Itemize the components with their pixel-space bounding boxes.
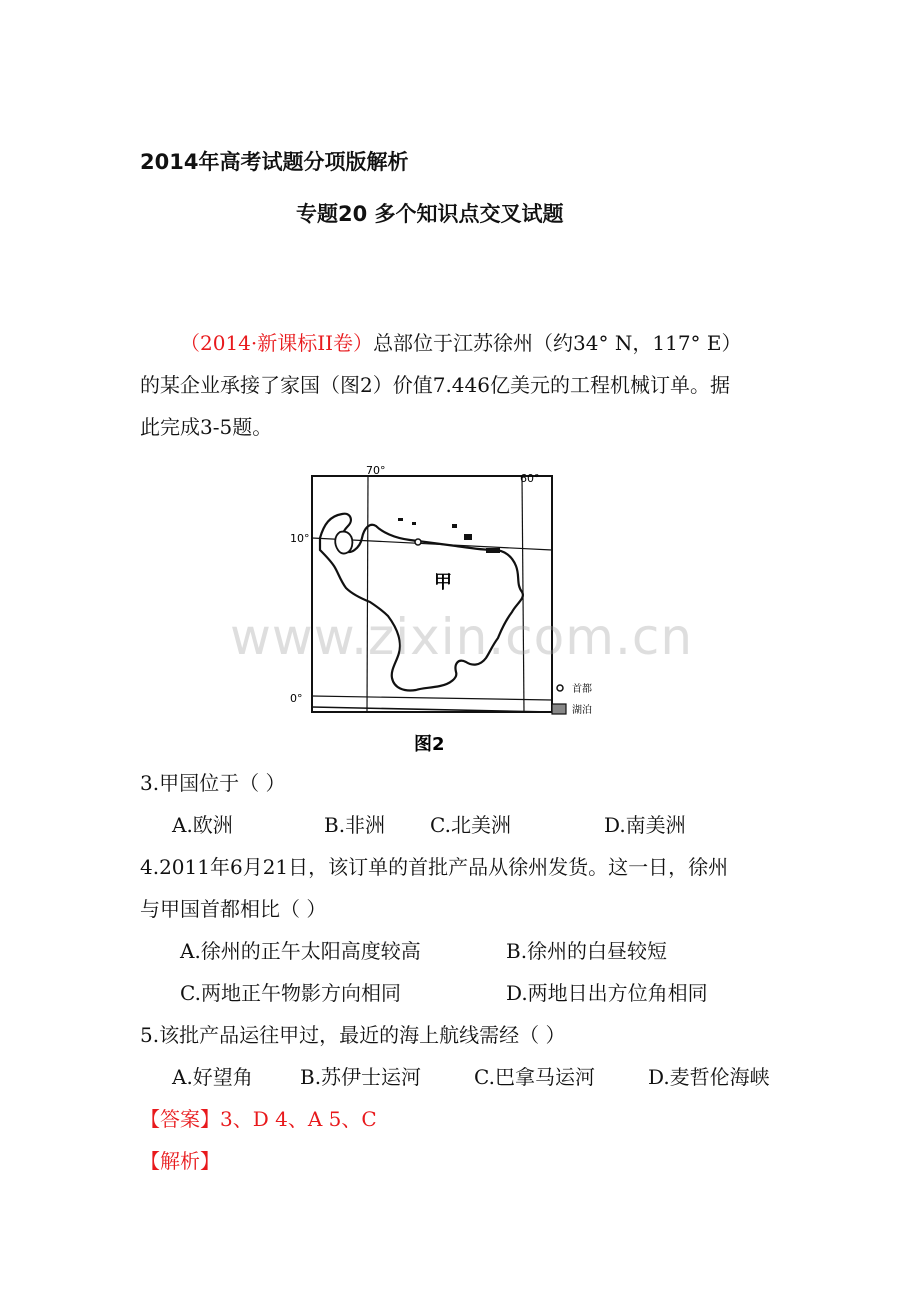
document-title: 2014年高考试题分项版解析 — [140, 150, 409, 174]
watermark: www.zixin.com.cn — [230, 608, 694, 666]
source-tag: （2014·新课标II卷） — [180, 331, 374, 355]
island — [464, 534, 472, 540]
topic-title: 专题20 多个知识点交叉试题 — [296, 202, 564, 226]
parallel-0 — [312, 696, 552, 700]
q4-option-a: A.徐州的正午太阳高度较高 — [180, 939, 421, 963]
intro-line-2: 的某企业承接了家国（图2）价值7.446亿美元的工程机械订单。据 — [140, 373, 730, 397]
answer-value: 3、D 4、A 5、C — [220, 1107, 377, 1131]
figure-caption: 图2 — [414, 734, 445, 755]
legend-capital-label: 首都 — [572, 684, 592, 695]
q4-option-d: D.两地日出方位角相同 — [506, 981, 708, 1005]
map-frame — [312, 476, 552, 712]
q3-option-d: D.南美洲 — [604, 813, 686, 837]
question-5-stem: 5.该批产品运往甲过，最近的海上航线需经（ ） — [140, 1023, 566, 1047]
island — [398, 518, 403, 521]
lon-label-60: 60° — [520, 472, 540, 485]
country-label: 甲 — [434, 572, 452, 593]
answer-label: 【答案】 — [140, 1107, 220, 1131]
q3-option-b: B.非洲 — [324, 813, 386, 837]
q5-option-a: A.好望角 — [172, 1065, 253, 1089]
question-3-stem: 3.甲国位于（ ） — [140, 771, 286, 795]
legend-lake-label: 湖泊 — [572, 705, 592, 716]
meridian-70 — [367, 476, 368, 712]
intro-line-3: 此完成3-5题。 — [140, 415, 273, 439]
capital-marker — [415, 539, 421, 545]
answer-line — [140, 1107, 377, 1131]
intro-line-1-text: 总部位于江苏徐州（约34° N，117° E） — [373, 331, 742, 355]
question-4-stem-line-2: 与甲国首都相比（ ） — [140, 897, 327, 921]
island — [452, 524, 457, 528]
q3-option-a: A.欧洲 — [172, 813, 233, 837]
island — [486, 548, 500, 553]
lake-shape — [335, 532, 352, 554]
legend-lake-symbol — [552, 704, 566, 714]
intro-line-1 — [180, 331, 742, 355]
q5-option-d: D.麦哲伦海峡 — [648, 1065, 770, 1089]
lon-label-70: 70° — [366, 464, 386, 477]
lat-label-0: 0° — [290, 692, 303, 705]
q3-option-c: C.北美洲 — [430, 813, 511, 837]
legend-capital-symbol — [557, 685, 563, 691]
q5-option-c: C.巴拿马运河 — [474, 1065, 595, 1089]
analysis-label: 【解析】 — [140, 1149, 220, 1173]
island — [412, 522, 416, 525]
q5-option-b: B.苏伊士运河 — [300, 1065, 422, 1089]
q4-option-c: C.两地正午物影方向相同 — [180, 981, 401, 1005]
lat-label-10: 10° — [290, 532, 310, 545]
question-4-stem-line-1: 4.2011年6月21日，该订单的首批产品从徐州发货。这一日，徐州 — [140, 855, 729, 879]
q4-option-b: B.徐州的白昼较短 — [506, 939, 668, 963]
